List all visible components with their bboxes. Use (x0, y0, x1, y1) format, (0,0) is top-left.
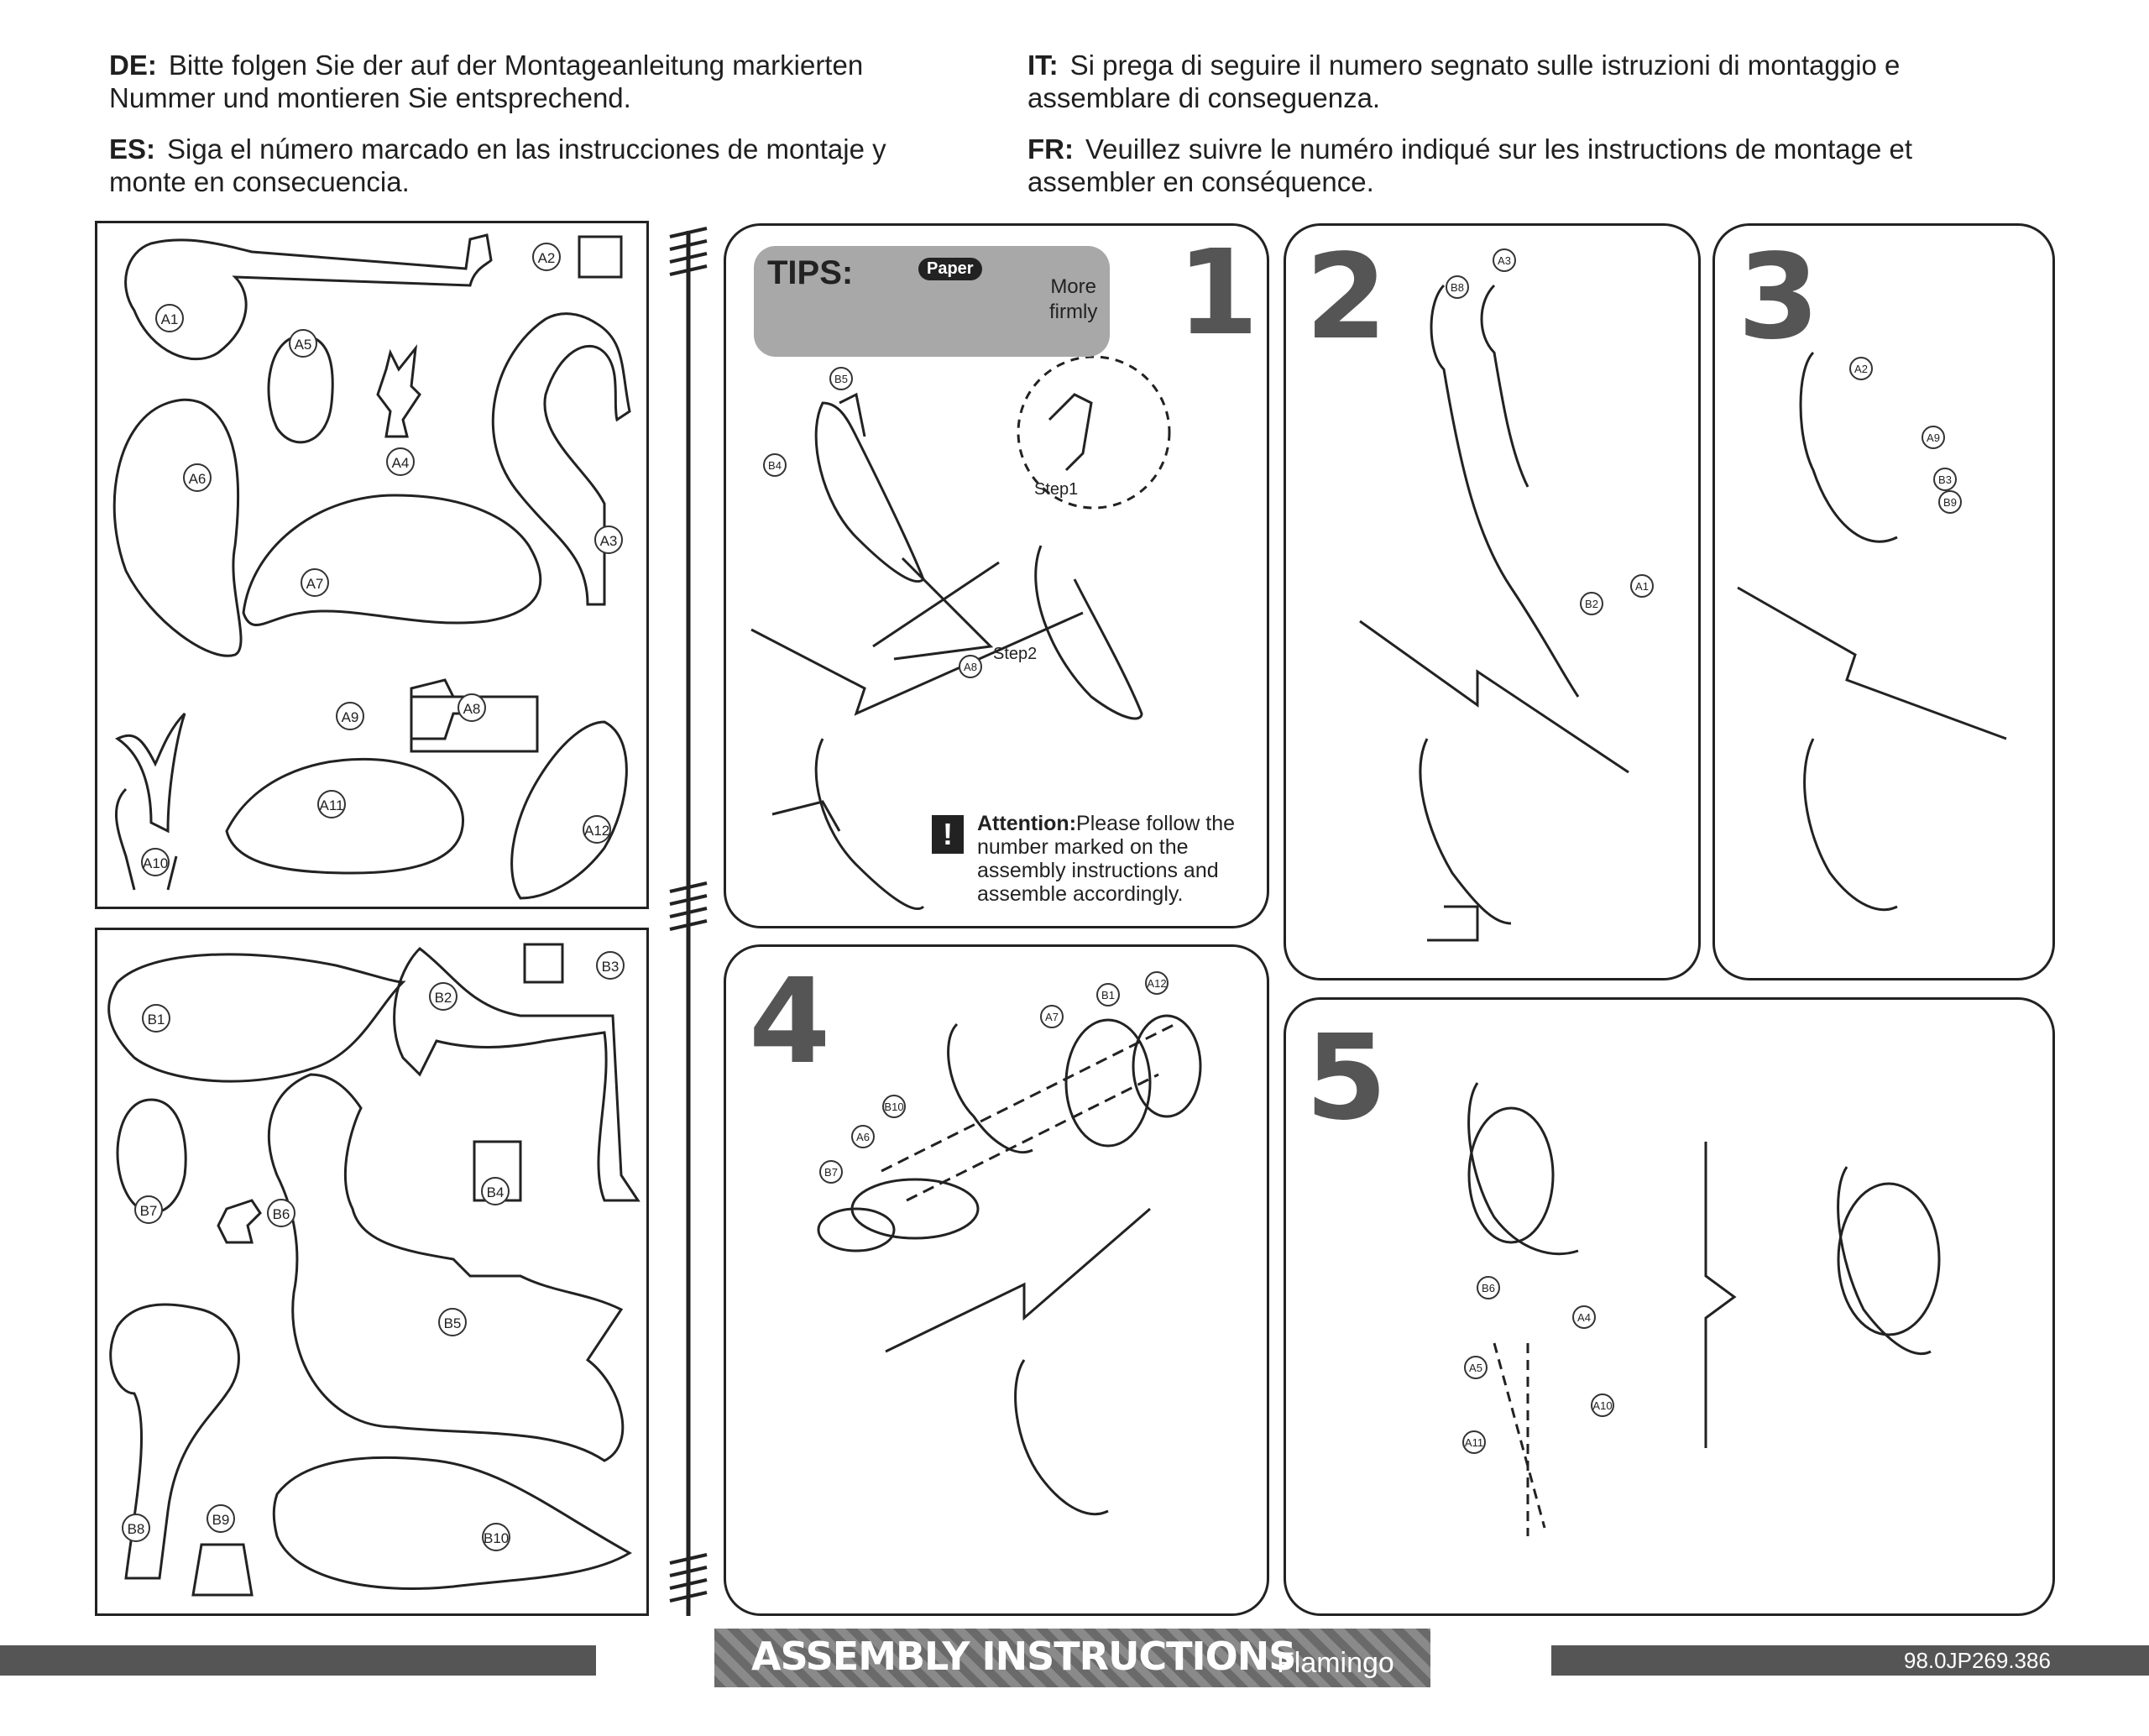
instruction-it-text2: assemblare di conseguenza. (1027, 82, 1381, 113)
step3-label-b9: B9 (1938, 490, 1962, 514)
part-label-a5: A5 (289, 329, 317, 358)
paper-badge: Paper (918, 258, 982, 280)
tips-box (754, 246, 1110, 357)
step3-label-b3: B3 (1933, 468, 1957, 491)
step1-label-a8: A8 (959, 655, 982, 678)
step-number-4: 4 (749, 954, 831, 1090)
footer-title-banner (714, 1629, 1430, 1687)
step-number-2: 2 (1305, 229, 1388, 366)
footer-bar-left (0, 1645, 596, 1676)
part-label-a2: A2 (532, 243, 561, 271)
part-label-a7: A7 (301, 568, 329, 597)
part-label-a1: A1 (155, 304, 184, 332)
part-label-a3: A3 (594, 526, 623, 554)
attention-note (977, 812, 1254, 906)
instruction-it-text: Si prega di seguire il numero segnato sulle istruzioni di montaggio e (1069, 50, 1901, 81)
instruction-es-text2: monte en consecuencia. (109, 166, 410, 197)
product-code: 98.0JP269.386 (1904, 1648, 2051, 1673)
step2-label-a3: A3 (1493, 248, 1516, 272)
part-label-b9: B9 (207, 1504, 235, 1533)
step2-label-text: Step2 (993, 645, 1038, 663)
step-number-3: 3 (1738, 229, 1820, 366)
part-label-b10: B10 (482, 1523, 510, 1551)
part-label-a9: A9 (336, 702, 364, 730)
part-label-b5: B5 (438, 1308, 467, 1336)
instruction-de-text: Bitte folgen Sie der auf der Montageanleitung markierten (168, 50, 864, 81)
tips-more-firmly (1049, 275, 1097, 325)
part-label-b1: B1 (142, 1004, 170, 1033)
part-label-a12: A12 (583, 815, 611, 844)
instruction-fr-text2: assembler en conséquence. (1027, 166, 1374, 197)
part-label-a11: A11 (317, 790, 346, 818)
step1-label-b4: B4 (763, 453, 787, 477)
tips-firmly-text: firmly (1049, 301, 1098, 323)
step-number-1: 1 (1177, 225, 1259, 362)
part-label-b6: B6 (267, 1199, 295, 1227)
step5-label-a10: A10 (1591, 1394, 1614, 1417)
part-label-b4: B4 (481, 1177, 510, 1205)
lang-code-de: DE: (109, 50, 157, 81)
instruction-fr-text: Veuillez suivre le numéro indiqué sur les instructions de montage et (1085, 133, 1913, 165)
part-label-b8: B8 (122, 1514, 150, 1542)
step1-label-text: Step1 (1034, 480, 1079, 499)
step5-label-a11: A11 (1462, 1430, 1486, 1454)
instruction-de-text2: Nummer und montieren Sie entsprechend. (109, 82, 631, 113)
attention-text: Please follow the number marked on the assembly instructions and assemble accordingly. (977, 812, 1236, 906)
lang-code-fr: FR: (1027, 133, 1074, 165)
step2-label-b8: B8 (1446, 275, 1469, 299)
step4-label-b10: B10 (882, 1095, 906, 1118)
footer-title: ASSEMBLY INSTRUCTIONS (751, 1634, 1296, 1679)
part-label-a4: A4 (386, 447, 415, 476)
tips-title: TIPS: (767, 254, 854, 291)
step4-label-a12: A12 (1145, 971, 1169, 995)
step4-label-a6: A6 (851, 1125, 875, 1148)
step4-label-b1: B1 (1096, 983, 1120, 1007)
step5-label-a4: A4 (1572, 1305, 1596, 1329)
step3-label-a2: A2 (1849, 357, 1873, 380)
part-label-a8: A8 (458, 693, 486, 722)
step3-label-a9: A9 (1922, 426, 1945, 449)
step5-label-b6: B6 (1477, 1276, 1500, 1299)
lang-code-es: ES: (109, 133, 156, 165)
instruction-es-text: Siga el número marcado en las instrucciones de montaje y (167, 133, 886, 165)
attention-icon: ! (932, 815, 964, 854)
attention-title: Attention: (977, 812, 1077, 835)
lang-code-it: IT: (1027, 50, 1059, 81)
step-number-5: 5 (1305, 1010, 1388, 1147)
part-label-b2: B2 (429, 982, 458, 1011)
footer-bar-right (1551, 1645, 2149, 1676)
tips-more-text: More (1050, 275, 1096, 298)
part-label-b3: B3 (596, 951, 625, 980)
step4-label-a7: A7 (1040, 1005, 1064, 1028)
step2-label-b2: B2 (1580, 592, 1603, 615)
step4-label-b7: B7 (819, 1160, 843, 1184)
footer-subtitle: Flamingo (1277, 1647, 1394, 1679)
step1-label-b5: B5 (829, 367, 853, 390)
part-label-a6: A6 (183, 463, 212, 492)
step5-label-a5: A5 (1464, 1356, 1488, 1379)
part-label-a10: A10 (141, 848, 170, 876)
part-label-b7: B7 (134, 1195, 163, 1224)
step2-label-a1: A1 (1630, 574, 1654, 598)
